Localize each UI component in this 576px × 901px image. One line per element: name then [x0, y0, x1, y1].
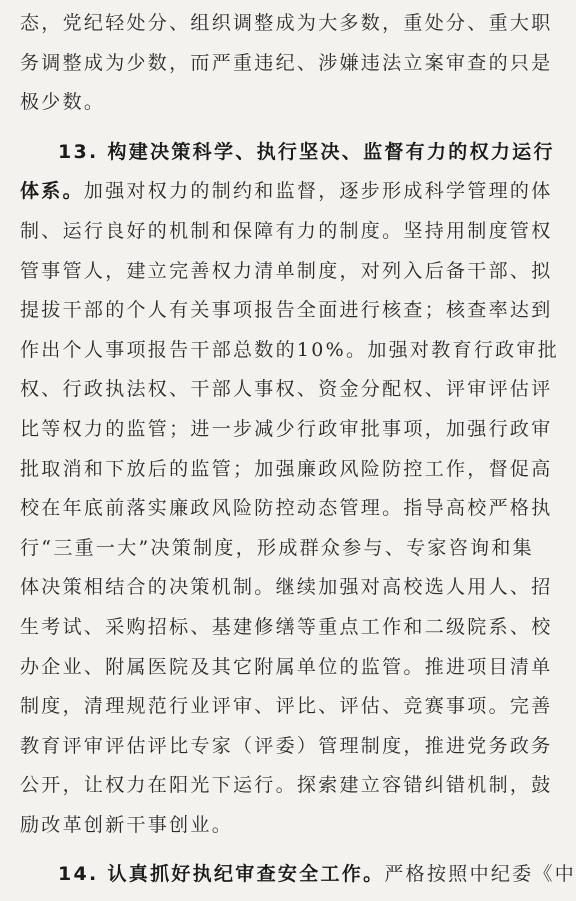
text-line — [20, 370, 553, 410]
line-text: 态，党纪轻处分、组织调整成为大多数，重处分、重大职 — [20, 12, 553, 34]
line-text: 权、行政执法权、干部人事权、资金分配权、评审评估评 — [20, 378, 553, 401]
line-text: 公开，让权力在阳光下运行。探索建立容错纠错机制，鼓 — [20, 774, 553, 797]
text-line — [20, 766, 553, 806]
text-line — [20, 529, 544, 569]
line-text: 务调整成为少数，而严重违纪、涉嫌违法立案审查的只是 — [20, 51, 553, 74]
line-text: 励改革创新干事创业。 — [20, 813, 234, 836]
section-13-heading-end: 体系。 — [20, 180, 84, 203]
text-line — [20, 608, 553, 648]
text-line — [20, 410, 553, 450]
text-line — [20, 252, 553, 292]
line-text: 作出个人事项报告干部总数的10%。加强对教育行政审批 — [20, 338, 560, 361]
text-line — [20, 727, 553, 767]
line-text: 办企业、附属医院及其它附属单位的监管。推进项目清单 — [20, 655, 553, 678]
line-text: 提拔干部的个人有关事项报告全面进行核查；核查率达到 — [20, 299, 553, 322]
section-14-heading: 14. 认真抓好执纪审查安全工作。 — [58, 863, 385, 886]
line-text: 校在年底前落实廉政风险防控动态管理。指导高校严格执 — [20, 497, 553, 520]
text-line — [20, 687, 553, 727]
section-14-heading-line — [20, 855, 576, 895]
line-text: 管事管人，建立完善权力清单制度，对列入后备干部、拟 — [20, 259, 553, 282]
text-line — [20, 83, 544, 123]
section-13-heading-line — [20, 133, 555, 173]
paragraph-gap — [20, 845, 544, 855]
text-line — [20, 212, 553, 252]
line-text: 教育评审评估评比专家（评委）管理制度，推进党务政务 — [20, 734, 553, 757]
text-line — [20, 4, 553, 44]
line-text: 加强对权力的制约和监督，逐步形成科学管理的体 — [83, 180, 553, 203]
line-text: 极少数。 — [20, 91, 106, 114]
line-text: 制度，清理规范行业评审、评比、评估、竞赛事项。完善 — [20, 695, 553, 718]
text-line — [20, 806, 544, 846]
line-text: 行“三重一大”决策制度，形成群众参与、专家咨询和集 — [20, 536, 534, 559]
text-line — [20, 331, 560, 371]
line-text: 批取消和下放后的监管；加强廉政风险防控工作，督促高 — [20, 457, 553, 480]
text-line — [20, 489, 553, 529]
text-line — [20, 291, 553, 331]
text-line — [20, 44, 553, 84]
line-text: 生考试、采购招标、基建修缮等重点工作和二级院系、校 — [20, 615, 553, 638]
line-text: 比等权力的监管；进一步减少行政审批事项，加强行政审 — [20, 417, 553, 440]
text-line — [20, 648, 553, 688]
section-13-heading: 13. 构建决策科学、执行坚决、监督有力的权力运行 — [58, 140, 555, 163]
text-line — [20, 450, 553, 490]
line-text: 严格按照中纪委《中 — [384, 863, 576, 886]
text-line — [20, 568, 553, 608]
line-text: 体决策相结合的决策机制。继续加强对高校选人用人、招 — [20, 576, 553, 599]
text-line — [20, 172, 553, 212]
line-text: 制、运行良好的机制和保障有力的制度。坚持用制度管权 — [20, 219, 553, 242]
paragraph-gap — [20, 123, 544, 133]
